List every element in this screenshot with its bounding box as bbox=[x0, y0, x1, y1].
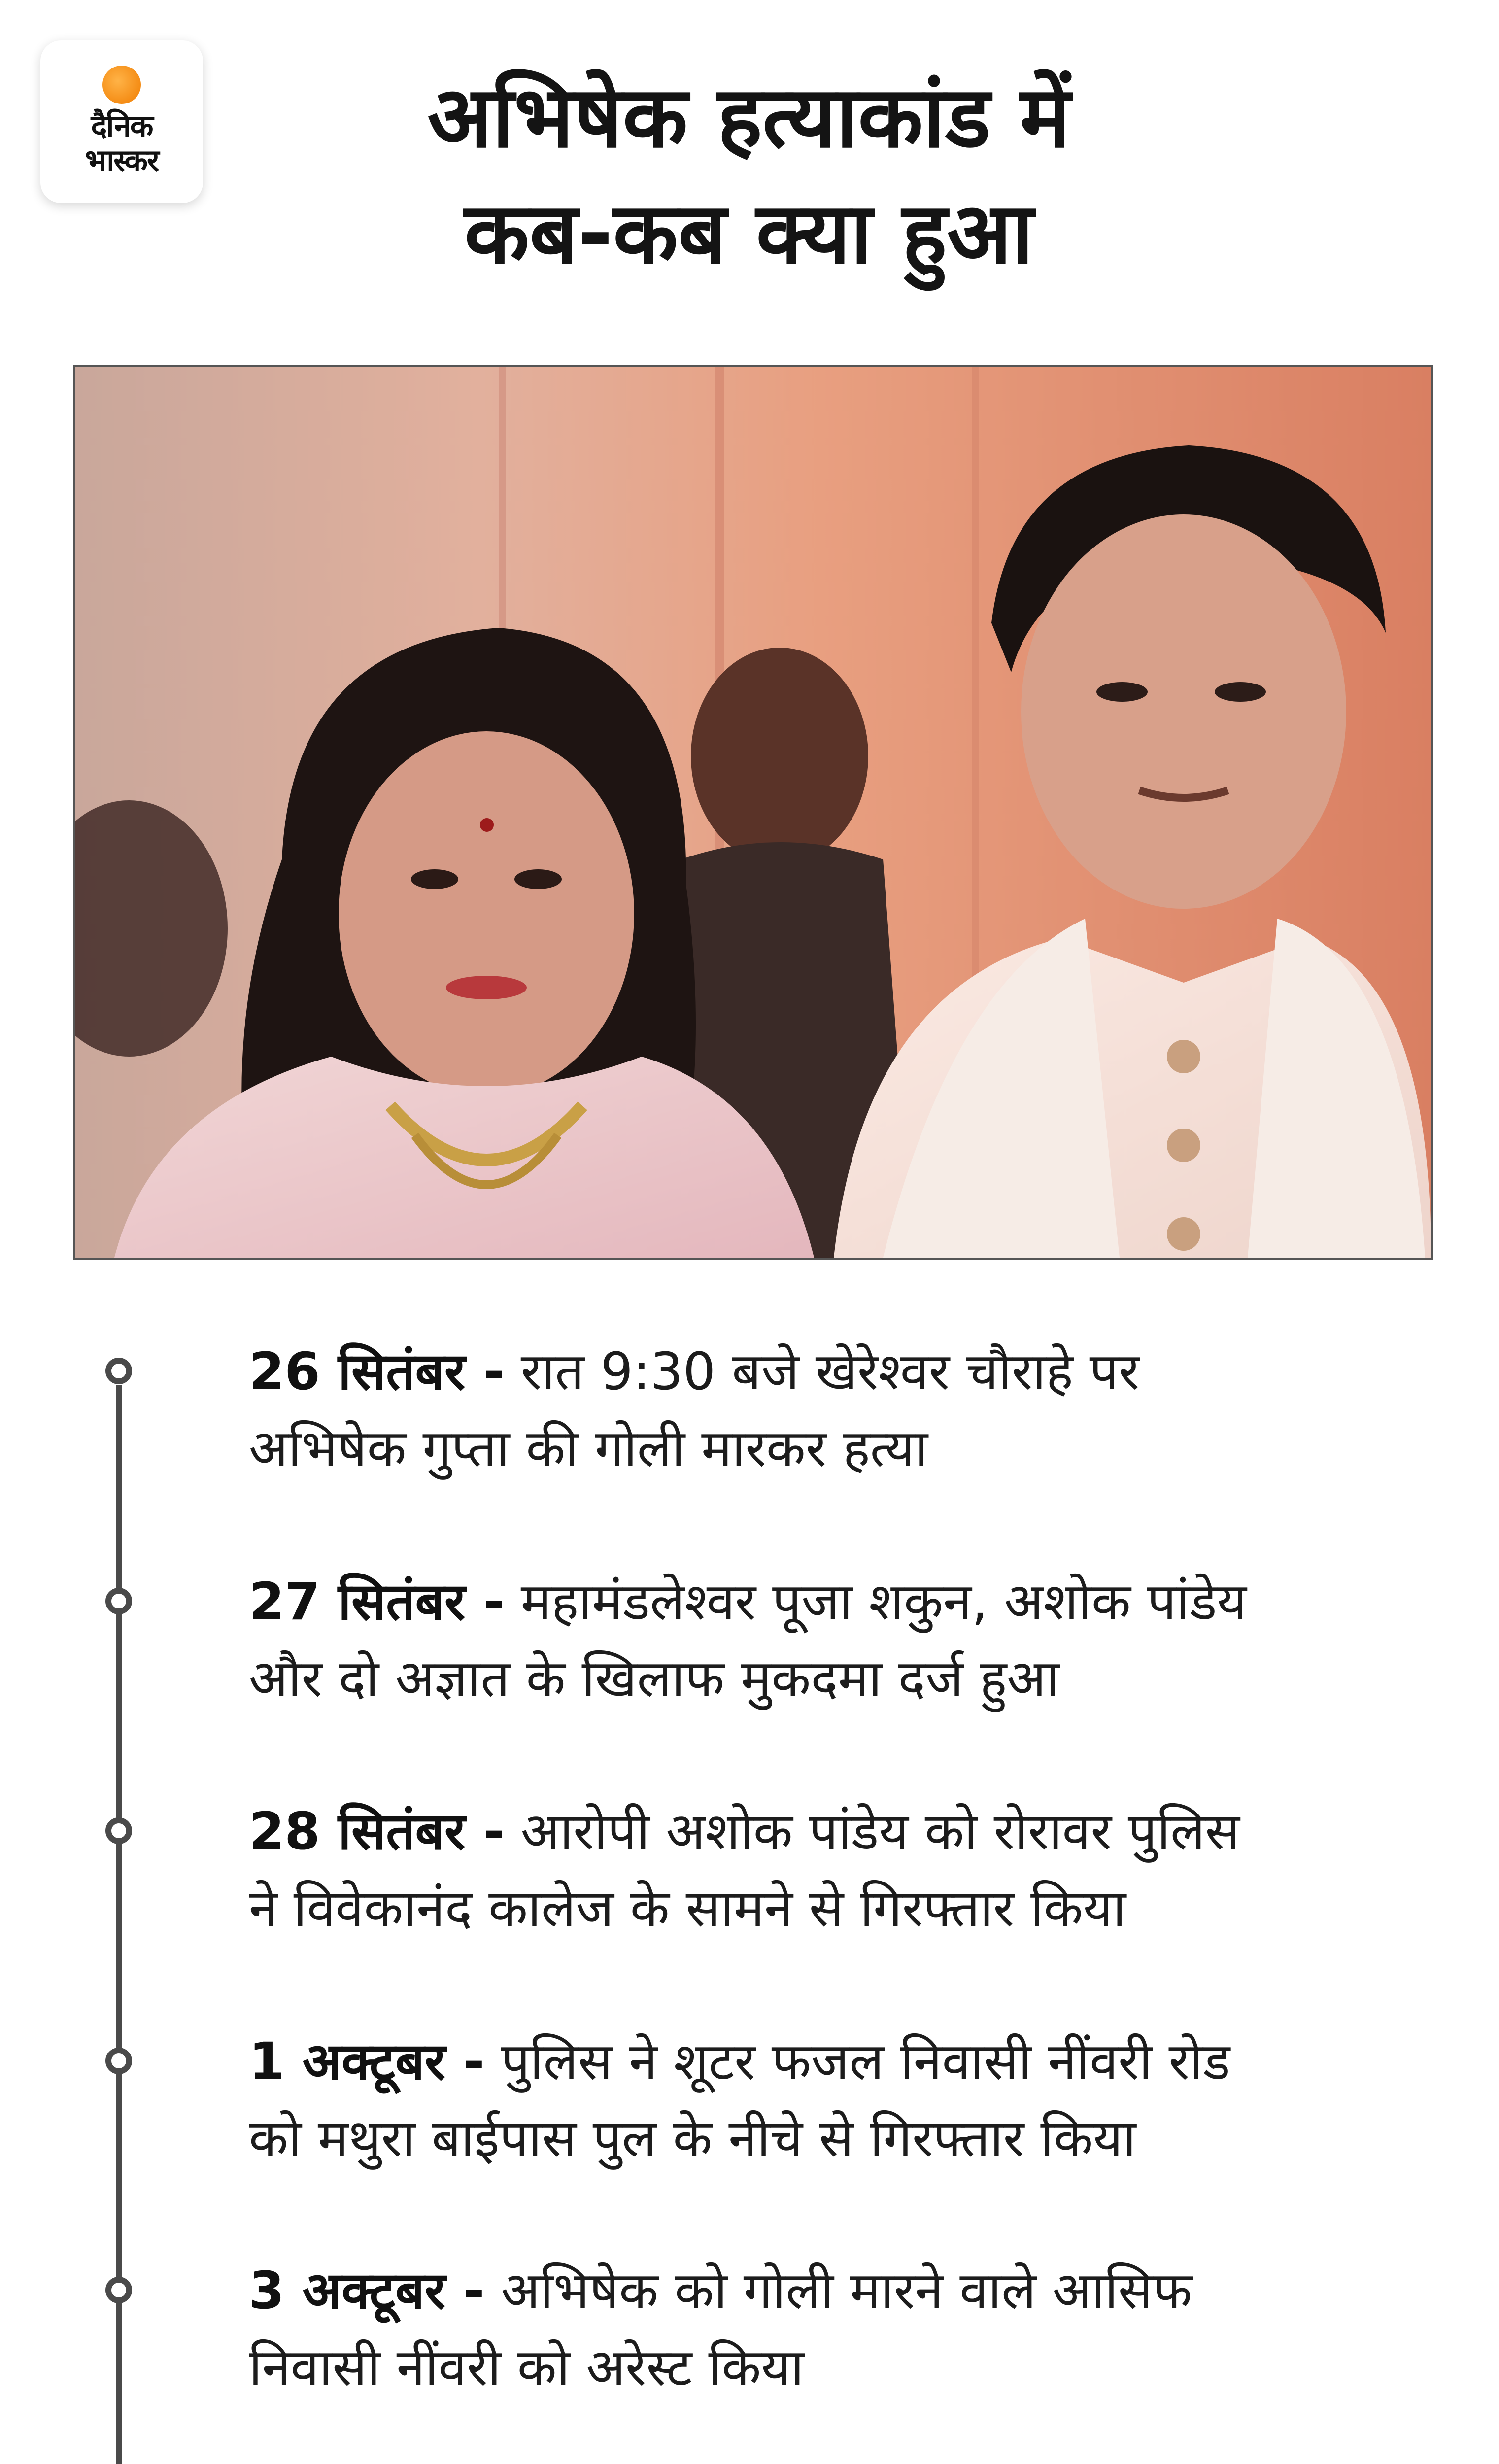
page-title-line1: अभिषेक हत्याकांड में bbox=[427, 68, 1071, 167]
timeline-event bbox=[249, 1333, 1441, 1487]
event-date: 3 अक्टूबर - bbox=[249, 2260, 485, 2321]
logo-text-line1: दैनिक bbox=[91, 108, 153, 144]
event-text: पुलिस ने शूटर फजल निवासी नींवरी रोड bbox=[484, 2031, 1230, 2091]
event-text-line2: को मथुरा बाईपास पुल के नीचे से गिरफ्तार किया bbox=[249, 2108, 1136, 2168]
timeline-event bbox=[249, 1793, 1441, 1947]
timeline-event bbox=[249, 2023, 1441, 2177]
event-text: अभिषेक को गोली मारने वाले आसिफ bbox=[484, 2260, 1192, 2321]
timeline-dot bbox=[105, 2277, 132, 2303]
event-line bbox=[249, 1793, 1441, 1870]
event-line bbox=[249, 2252, 1441, 2329]
event-date: 1 अक्टूबर - bbox=[249, 2031, 485, 2091]
timeline-dot bbox=[105, 2048, 132, 2074]
event-text: महामंडलेश्वर पूजा शकुन, अशोक पांडेय bbox=[504, 1572, 1247, 1632]
timeline-dot bbox=[105, 1358, 132, 1384]
timeline-dot bbox=[105, 1817, 132, 1844]
timeline-event bbox=[249, 2252, 1441, 2406]
event-line bbox=[249, 2023, 1441, 2100]
timeline-event bbox=[249, 1563, 1441, 1717]
event-text: आरोपी अशोक पांडेय को रोरावर पुलिस bbox=[504, 1801, 1240, 1861]
logo-text-line2: भास्कर bbox=[85, 142, 159, 178]
event-text-line2: निवासी नींवरी को अरेस्ट किया bbox=[249, 2337, 804, 2397]
timeline-dot bbox=[105, 1588, 132, 1614]
event-text-line2: और दो अज्ञात के खिलाफ मुकदमा दर्ज हुआ bbox=[249, 1648, 1059, 1709]
event-text: रात 9:30 बजे खेरेश्वर चौराहे पर bbox=[504, 1341, 1140, 1402]
event-text-line2: ने विवेकानंद कालेज के सामने से गिरफ्तार किया bbox=[249, 1878, 1126, 1938]
event-line bbox=[249, 1563, 1441, 1640]
event-text-line2: अभिषेक गुप्ता की गोली मारकर हत्या bbox=[249, 1418, 928, 1478]
page-title-line2: कब-कब क्या हुआ bbox=[464, 184, 1034, 283]
event-date: 28 सितंबर - bbox=[249, 1801, 505, 1861]
event-line bbox=[249, 1333, 1441, 1410]
event-date: 27 सितंबर - bbox=[249, 1572, 505, 1632]
event-date: 26 सितंबर - bbox=[249, 1341, 505, 1402]
